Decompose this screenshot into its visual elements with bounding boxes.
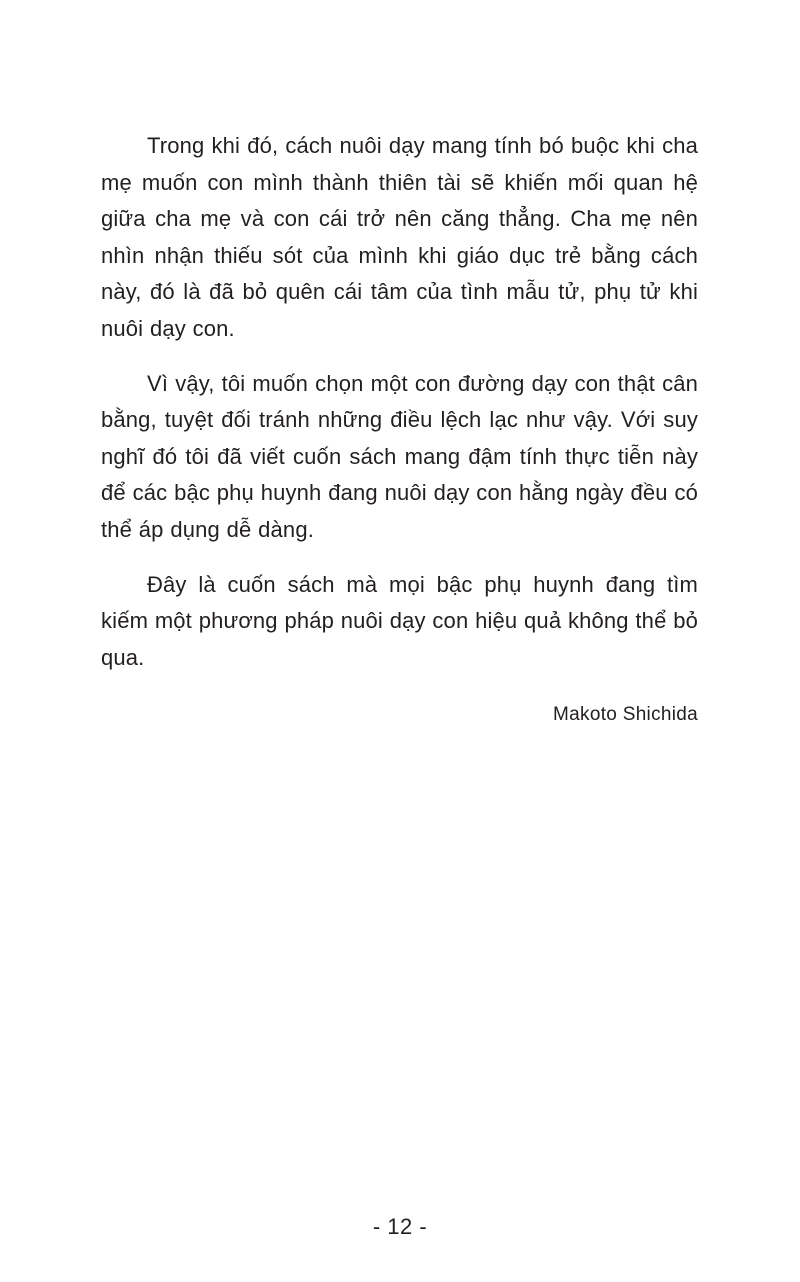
paragraph-1: Trong khi đó, cách nuôi dạy mang tính bó buộc khi cha mẹ muốn con mình thành thiên tài sẽ khiến mối quan hệ giữa cha mẹ và con cái trở nên căng thẳng. Cha mẹ nên nhìn nhận thiếu sót của mình khi giáo dục trẻ bằng cách này, đó là đã bỏ quên cái tâm của tình mẫu tử, phụ tử khi nuôi dạy con.: [101, 133, 698, 341]
page-number: - 12 -: [372, 1214, 428, 1239]
body-text: [101, 128, 698, 695]
paragraph-2: Vì vậy, tôi muốn chọn một con đường dạy con thật cân bằng, tuyệt đối tránh những điều lệch lạc như vậy. Với suy nghĩ đó tôi đã viết cuốn sách mang đậm tính thực tiễn này để các bậc phụ huynh đang nuôi dạy con hằng ngày đều có thể áp dụng dễ dàng.: [101, 370, 698, 542]
paragraph-3: Đây là cuốn sách mà mọi bậc phụ huynh đang tìm kiếm một phương pháp nuôi dạy con hiệu quả không thể bỏ qua.: [101, 571, 698, 670]
author-signature: Makoto Shichida: [553, 704, 698, 725]
